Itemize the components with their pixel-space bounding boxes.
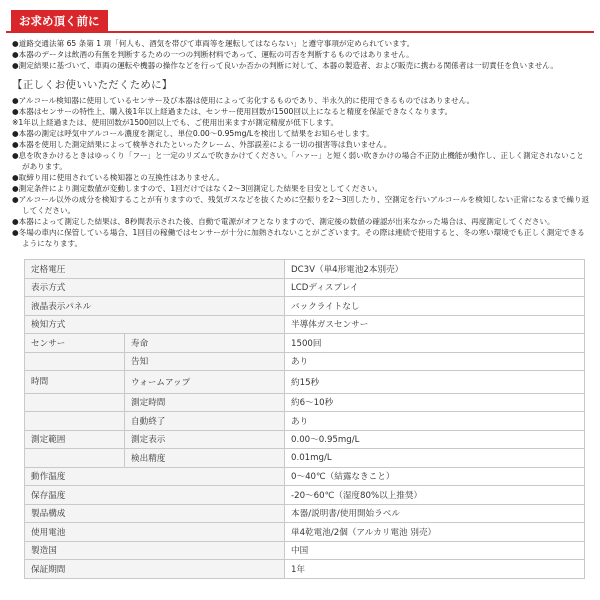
spec-sublabel: 告知 (125, 352, 285, 371)
spec-label: 検知方式 (25, 315, 285, 334)
spec-row (25, 334, 585, 353)
spec-row (25, 352, 585, 371)
notice-item: ●道路交通法第 65 条第 1 項「何人も、酒気を帯びて車両等を運転してはならない」と遵守事項が定められています。 (12, 39, 415, 48)
spec-label: 保存温度 (25, 486, 285, 505)
spec-row (25, 449, 585, 468)
spec-value: あり (285, 352, 585, 371)
notice-item: ●測定結果に基づいて、車両の運転や機器の操作などを行って良いか否かの判断に対して、本器の製造者、および販売に携わる関係者は一切責任を負いません。 (12, 61, 558, 70)
notice-section (6, 6, 594, 71)
spec-label: 液晶表示パネル (25, 297, 285, 316)
spec-label (25, 393, 125, 412)
spec-value: 0.01mg/L (285, 449, 585, 468)
spec-value: 半導体ガスセンサー (285, 315, 585, 334)
spec-sublabel: 検出精度 (125, 449, 285, 468)
spec-label: 保証期間 (25, 560, 285, 579)
spec-value: あり (285, 412, 585, 431)
spec-label: 使用電池 (25, 523, 285, 542)
spec-label: センサー (25, 334, 125, 353)
spec-row (25, 523, 585, 542)
spec-value: バックライトなし (285, 297, 585, 316)
title-divider (6, 31, 594, 33)
spec-row (25, 412, 585, 431)
spec-value: 約6～10秒 (285, 393, 585, 412)
spec-label: 製造国 (25, 541, 285, 560)
spec-row (25, 541, 585, 560)
spec-row (25, 260, 585, 279)
spec-label: 測定範囲 (25, 430, 125, 449)
spec-value: 約15秒 (285, 371, 585, 394)
spec-row (25, 393, 585, 412)
spec-value: 0～40℃（結露なきこと） (285, 467, 585, 486)
spec-row (25, 467, 585, 486)
usage-section (6, 77, 594, 249)
spec-value: -20～60℃（湿度80%以上推奨） (285, 486, 585, 505)
usage-item: ●本器の測定は呼気中アルコール濃度を測定し、単位0.00～0.95mg/Lを検出して結果をお知らせします。 (12, 129, 374, 138)
spec-value: 1500回 (285, 334, 585, 353)
spec-row (25, 430, 585, 449)
spec-row (25, 371, 585, 394)
usage-item: ●息を吹きかけるときはゆっくり「フー」と一定のリズムで吹きかけてください。「ハァー」と短く弱い吹きかけの場合不正防止機能が動作し、正しく測定されないことがあります。 (12, 151, 584, 171)
section-title-badge: お求め頂く前に (11, 10, 108, 31)
spec-sublabel: 測定時間 (125, 393, 285, 412)
usage-item: ●本器を使用した測定結果によって検挙されたといったクレーム、外部誤差による一切の損害等は負いません。 (12, 140, 392, 149)
spec-row (25, 297, 585, 316)
spec-label (25, 449, 125, 468)
spec-sublabel: 自動終了 (125, 412, 285, 431)
spec-row (25, 504, 585, 523)
usage-item: ●本器はセンサーの特性上、購入後1年以上経過または、センサー使用回数が1500回以上になると精度を保証できなくなります。 (12, 107, 453, 116)
spec-label: 表示方式 (25, 278, 285, 297)
spec-label (25, 412, 125, 431)
spec-label: 時間 (25, 371, 125, 394)
spec-sublabel: 寿命 (125, 334, 285, 353)
spec-label: 製品構成 (25, 504, 285, 523)
spec-value: 1年 (285, 560, 585, 579)
spec-value: 本器/説明書/使用開始ラベル (285, 504, 585, 523)
usage-item: ●取締り用に使用されている検知器との互換性はありません。 (12, 173, 225, 182)
spec-label: 動作温度 (25, 467, 285, 486)
spec-label: 定格電圧 (25, 260, 285, 279)
usage-item: ●アルコール検知器に使用しているセンサー及び本器は使用によって劣化するものであり、半永久的に使用できるものではありません。 (12, 96, 475, 105)
usage-section-title: 【正しくお使いいただくために】 (12, 79, 173, 91)
spec-value: LCDディスプレイ (285, 278, 585, 297)
spec-sublabel: 測定表示 (125, 430, 285, 449)
usage-item: ●アルコール以外の成分を検知することが有りますので、残気ガスなどを抜くために空振りを2～3回したり、空測定を行いアルコールを検知しない正常になるまで繰り返してください。 (12, 195, 590, 215)
spec-value: 単4乾電池/2個（アルカリ電池 別売） (285, 523, 585, 542)
spec-value: 中国 (285, 541, 585, 560)
spec-table (24, 259, 585, 579)
spec-row (25, 560, 585, 579)
spec-sublabel: ウォームアップ (125, 371, 285, 394)
usage-item: ●本器によって測定した結果は、8秒間表示された後、自動で電源がオフとなりますので、測定後の数値の確認が出来なかった場合は、再度測定してください。 (12, 217, 555, 226)
spec-row (25, 315, 585, 334)
usage-item: ※1年以上経過または、使用回数が1500回以上でも、ご使用出来ますが測定精度が低下します。 (12, 118, 339, 127)
spec-value: 0.00～0.95mg/L (285, 430, 585, 449)
spec-row (25, 278, 585, 297)
usage-item: ●測定条件により測定数値が変動しますので、1回だけではなく2～3回測定した結果を目安としてください。 (12, 184, 383, 193)
notice-item: ●本器のデータは飲酒の有無を判断するための一つの判断材料であって、運転の可否を判断するものではありません。 (12, 50, 414, 59)
spec-label (25, 352, 125, 371)
spec-row (25, 486, 585, 505)
usage-item: ●冬場の車内に保管している場合、1回目の稼働ではセンサーが十分に加熱されないことがございます。その際は連続で使用すると、冬の寒い環境でも正しく測定できるようになります。 (12, 228, 585, 248)
spec-value: DC3V（単4形電池2本別売） (285, 260, 585, 279)
